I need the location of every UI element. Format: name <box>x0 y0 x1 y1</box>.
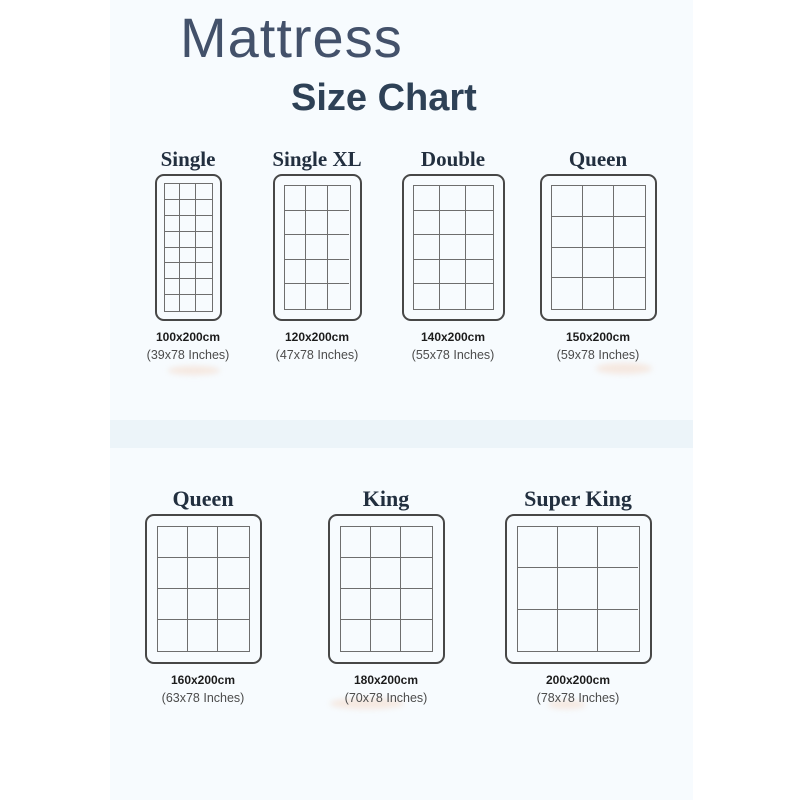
mattress-grid <box>164 183 213 312</box>
artifact-smudge <box>168 366 220 375</box>
size-inches-label: (63x78 Inches) <box>161 691 245 705</box>
mattress-grid <box>157 526 250 652</box>
mattress-outline <box>540 174 657 321</box>
size-cm-label: 140x200cm <box>420 330 486 344</box>
mattress-grid <box>413 185 494 310</box>
background-band <box>110 420 693 448</box>
size-name: King <box>362 486 410 511</box>
size-name: Single XL <box>272 147 362 171</box>
size-inches-label: (59x78 Inches) <box>556 348 640 362</box>
size-inches-label: (70x78 Inches) <box>344 691 428 705</box>
size-name: Queen <box>172 486 234 511</box>
mattress-grid <box>284 185 351 310</box>
mattress-grid <box>340 526 433 652</box>
mattress-grid <box>551 185 646 310</box>
size-card-queen-160 <box>128 486 278 706</box>
size-cm-label: 200x200cm <box>545 673 611 687</box>
size-name: Super King <box>524 486 632 511</box>
mattress-outline <box>505 514 652 664</box>
size-cm-label: 180x200cm <box>353 673 419 687</box>
chart-title-line1: Mattress <box>180 6 403 69</box>
size-cm-label: 150x200cm <box>565 330 631 344</box>
mattress-outline <box>402 174 505 321</box>
size-cm-label: 100x200cm <box>155 330 221 344</box>
size-name: Double <box>420 147 486 171</box>
size-card-double <box>378 146 528 363</box>
size-inches-label: (55x78 Inches) <box>411 348 495 362</box>
mattress-outline <box>328 514 445 664</box>
size-cm-label: 120x200cm <box>284 330 350 344</box>
mattress-outline <box>155 174 222 321</box>
mattress-grid <box>517 526 640 652</box>
size-card-single-xl <box>242 146 392 363</box>
size-name: Single <box>160 147 216 171</box>
artifact-smudge <box>596 363 652 374</box>
size-name: Queen <box>568 147 628 171</box>
mattress-outline <box>273 174 362 321</box>
size-inches-label: (47x78 Inches) <box>275 348 359 362</box>
size-card-queen <box>523 146 673 363</box>
size-inches-label: (39x78 Inches) <box>146 348 230 362</box>
size-card-super-king <box>503 486 653 706</box>
size-card-single <box>113 146 263 363</box>
mattress-outline <box>145 514 262 664</box>
size-card-king <box>311 486 461 706</box>
size-cm-label: 160x200cm <box>170 673 236 687</box>
size-inches-label: (78x78 Inches) <box>536 691 620 705</box>
chart-title-line2: Size Chart <box>291 77 477 119</box>
